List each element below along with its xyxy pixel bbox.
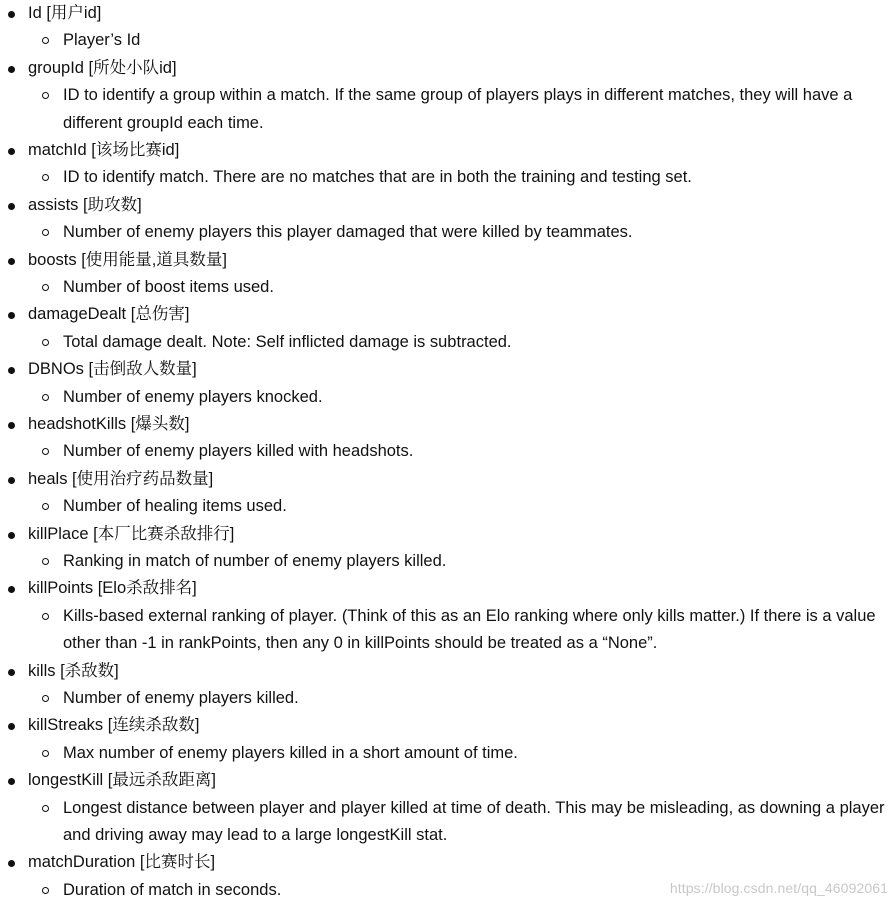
field-name [0,712,896,739]
bullet-disc-icon [8,66,15,73]
field-description [0,384,896,411]
field-description [0,493,896,520]
field-name [0,301,896,328]
field-description-text: Player’s Id [63,31,141,50]
field-item-2 [0,137,896,192]
field-name-text: matchId [该场比赛id] [28,141,180,159]
field-description [0,548,896,575]
field-description [0,438,896,465]
bullet-disc-icon [8,312,15,319]
field-name [0,247,896,274]
field-name-text: Id [用户id] [28,4,102,22]
bullet-disc-icon [8,860,15,867]
field-item-10 [0,575,896,657]
bullet-disc-icon [8,367,15,374]
field-name [0,849,896,876]
field-name-text: boosts [使用能量,道具数量] [28,250,227,269]
field-name-text: killPoints [Elo杀敌排名] [28,579,197,598]
bullet-disc-icon [8,778,15,785]
bullet-circle-icon [42,284,49,291]
field-description-text: Duration of match in seconds. [63,880,282,899]
field-description [0,219,896,246]
bullet-disc-icon [8,669,15,676]
bullet-disc-icon [8,586,15,593]
field-description-text: Max number of enemy players killed in a short amount of time. [63,743,518,762]
bullet-circle-icon [42,174,49,181]
field-description [0,329,896,356]
field-name [0,466,896,493]
bullet-circle-icon [42,229,49,236]
field-item-13 [0,767,896,849]
bullet-circle-icon [42,339,49,346]
field-item-7 [0,411,896,466]
field-item-1 [0,55,896,137]
field-name-text: DBNOs [击倒敌人数量] [28,360,197,379]
bullet-circle-icon [42,37,49,44]
bullet-circle-icon [42,558,49,565]
field-name-text: damageDealt [总伤害] [28,305,190,324]
field-description-text: Kills-based external ranking of player. (Think of this as an Elo ranking where only kills matter.) If there is a value other than -1 in rankPoints, then any 0 in killPoints should be treated as a “None”. [63,606,876,653]
field-description-text: Number of enemy players killed. [63,688,299,707]
field-description [0,685,896,712]
field-description [0,27,896,54]
field-description [0,740,896,767]
field-name [0,575,896,602]
bullet-disc-icon [8,723,15,730]
field-name [0,411,896,438]
field-description-text: ID to identify a group within a match. If the same group of players plays in different matches, they will have a different groupId each time. [63,86,853,132]
field-name-text: groupId [所处小队id] [28,58,177,77]
bullet-circle-icon [42,750,49,757]
bullet-circle-icon [42,805,49,812]
field-description-text: ID to identify match. There are no matches that are in both the training and testing set. [63,168,692,187]
bullet-disc-icon [8,11,15,18]
field-description [0,274,896,301]
bullet-disc-icon [8,148,15,155]
field-description-text: Total damage dealt. Note: Self inflicted damage is subtracted. [63,332,512,351]
field-description-text: Ranking in match of number of enemy players killed. [63,551,447,570]
field-name-text: killStreaks [连续杀敌数] [28,716,200,735]
watermark: https://blog.csdn.net/qq_46092061 [669,880,888,896]
bullet-circle-icon [42,503,49,510]
field-item-5 [0,301,896,356]
field-name [0,521,896,548]
field-description-text: Number of enemy players killed with headshots. [63,442,414,461]
bullet-disc-icon [8,422,15,429]
field-name-text: kills [杀敌数] [28,661,119,680]
field-name [0,137,896,164]
field-name-text: heals [使用治疗药品数量] [28,469,214,488]
bullet-circle-icon [42,695,49,702]
field-description-text: Number of enemy players knocked. [63,387,323,406]
field-description [0,164,896,191]
field-item-12 [0,712,896,767]
bullet-circle-icon [42,394,49,401]
field-description [0,795,896,850]
field-name [0,192,896,219]
field-name [0,0,896,27]
field-description [0,82,896,137]
field-description-text: Number of healing items used. [63,497,287,516]
field-name-text: longestKill [最远杀敌距离] [28,771,216,790]
field-description [0,603,896,658]
field-description-text: Longest distance between player and player killed at time of death. This may be misleading, as downing a player and driving away may lead to a large longestKill stat. [63,798,885,844]
field-name-text: assists [助攻数] [28,195,142,214]
field-item-0 [0,0,896,55]
field-item-6 [0,356,896,411]
field-name [0,767,896,794]
field-item-9 [0,521,896,576]
bullet-circle-icon [42,448,49,455]
bullet-disc-icon [8,258,15,265]
bullet-disc-icon [8,203,15,210]
bullet-circle-icon [42,613,49,620]
field-item-11 [0,658,896,713]
field-item-4 [0,247,896,302]
field-name-text: headshotKills [爆头数] [28,414,190,433]
bullet-disc-icon [8,477,15,484]
field-name [0,55,896,82]
field-item-8 [0,466,896,521]
bullet-disc-icon [8,532,15,539]
field-item-3 [0,192,896,247]
field-name-text: matchDuration [比赛时长] [28,853,216,872]
bullet-circle-icon [42,92,49,99]
field-name-text: killPlace [本厂比赛杀敌排行] [28,524,235,543]
field-description-text: Number of enemy players this player damaged that were killed by teammates. [63,223,633,242]
field-name [0,356,896,383]
field-description-text: Number of boost items used. [63,277,274,296]
bullet-circle-icon [42,887,49,894]
field-name [0,658,896,685]
